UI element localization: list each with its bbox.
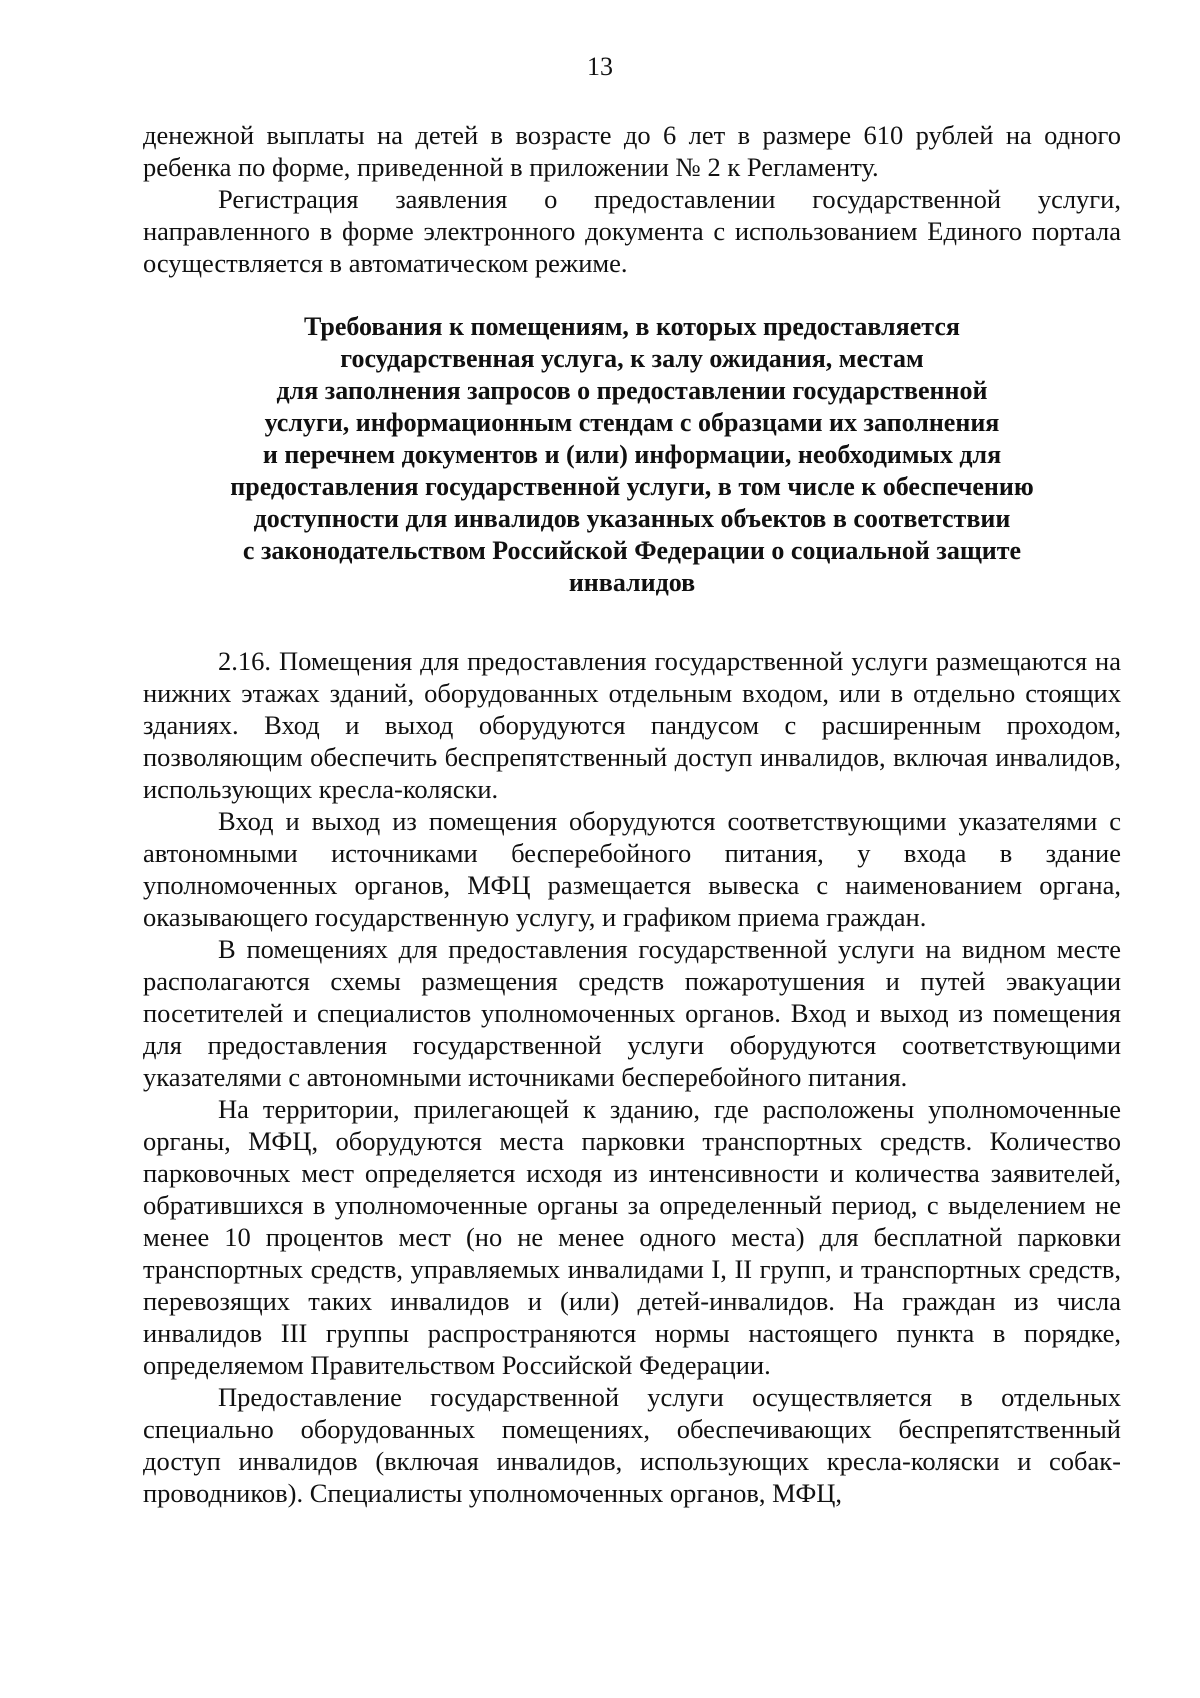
- heading-line: государственная услуга, к залу ожидания, местам: [340, 344, 924, 373]
- paragraph: 2.16. Помещения для предоставления государственной услуги размещаются на нижних этажах зданий, оборудованных отдельным входом, или в отдельно стоящих зданиях. Вход и выход оборудуются пандусом с расширенным проходом, позволяющим обеспечить беспрепятственный доступ инвалидов, включая инвалидов, использующих кресла-коляски.: [143, 646, 1121, 804]
- paragraph-continuation: денежной выплаты на детей в возрасте до 6 лет в размере 610 рублей на одного ребенка по форме, приведенной в приложении № 2 к Регламенту.: [143, 120, 1121, 182]
- body-text: [143, 645, 1121, 1509]
- paragraph: В помещениях для предоставления государственной услуги на видном месте располагаются схемы размещения средств пожаротушения и путей эвакуации посетителей и специалистов уполномоченных органов. Вход и выход из помещения для предоставления государственной услуги оборудуются соответствующими указателями с автономными источниками бесперебойного питания.: [143, 934, 1121, 1092]
- heading-line: инвалидов: [568, 568, 696, 597]
- heading-line: и перечнем документов и (или) информации, необходимых для: [262, 440, 1002, 469]
- paragraph: На территории, прилегающей к зданию, где расположены уполномоченные органы, МФЦ, оборудуются места парковки транспортных средств. Количество парковочных мест определяется исходя из интенсивности и количества заявителей, обратившихся в уполномоченные органы за определенный период, с выделением не менее 10 процентов мест (но не менее одного места) для бесплатной парковки транспортных средств, управляемых инвалидами I, II групп, и транспортных средств, перевозящих таких инвалидов и (или) детей-инвалидов. На граждан из числа инвалидов III группы распространяются нормы настоящего пункта в порядке, определяемом Правительством Российской Федерации.: [143, 1094, 1121, 1380]
- intro-text: [143, 119, 1121, 279]
- page-number: 13: [587, 52, 613, 81]
- paragraph: Вход и выход из помещения оборудуются соответствующими указателями с автономными источниками бесперебойного питания, у входа в здание уполномоченных органов, МФЦ размещается вывеска с наименованием органа, оказывающего государственную услугу, и графиком приема граждан.: [143, 806, 1121, 932]
- heading-line: для заполнения запросов о предоставлении государственной: [276, 376, 988, 405]
- paragraph: Предоставление государственной услуги осуществляется в отдельных специально оборудованных помещениях, обеспечивающих беспрепятственный доступ инвалидов (включая инвалидов, использующих кресла-коляски и собак-проводников). Специалисты уполномоченных органов, МФЦ,: [143, 1382, 1121, 1508]
- heading-line: Требования к помещениям, в которых предоставляется: [304, 312, 960, 341]
- paragraph: Регистрация заявления о предоставлении государственной услуги, направленного в форме электронного документа с использованием Единого портала осуществляется в автоматическом режиме.: [143, 184, 1121, 278]
- heading-line: с законодательством Российской Федерации о социальной защите: [242, 536, 1022, 565]
- section-heading: [143, 311, 1121, 599]
- heading-line: доступности для инвалидов указанных объектов в соответствии: [253, 504, 1011, 533]
- heading-line: предоставления государственной услуги, в том числе к обеспечению: [230, 472, 1034, 501]
- heading-line: услуги, информационным стендам с образцами их заполнения: [264, 408, 1000, 437]
